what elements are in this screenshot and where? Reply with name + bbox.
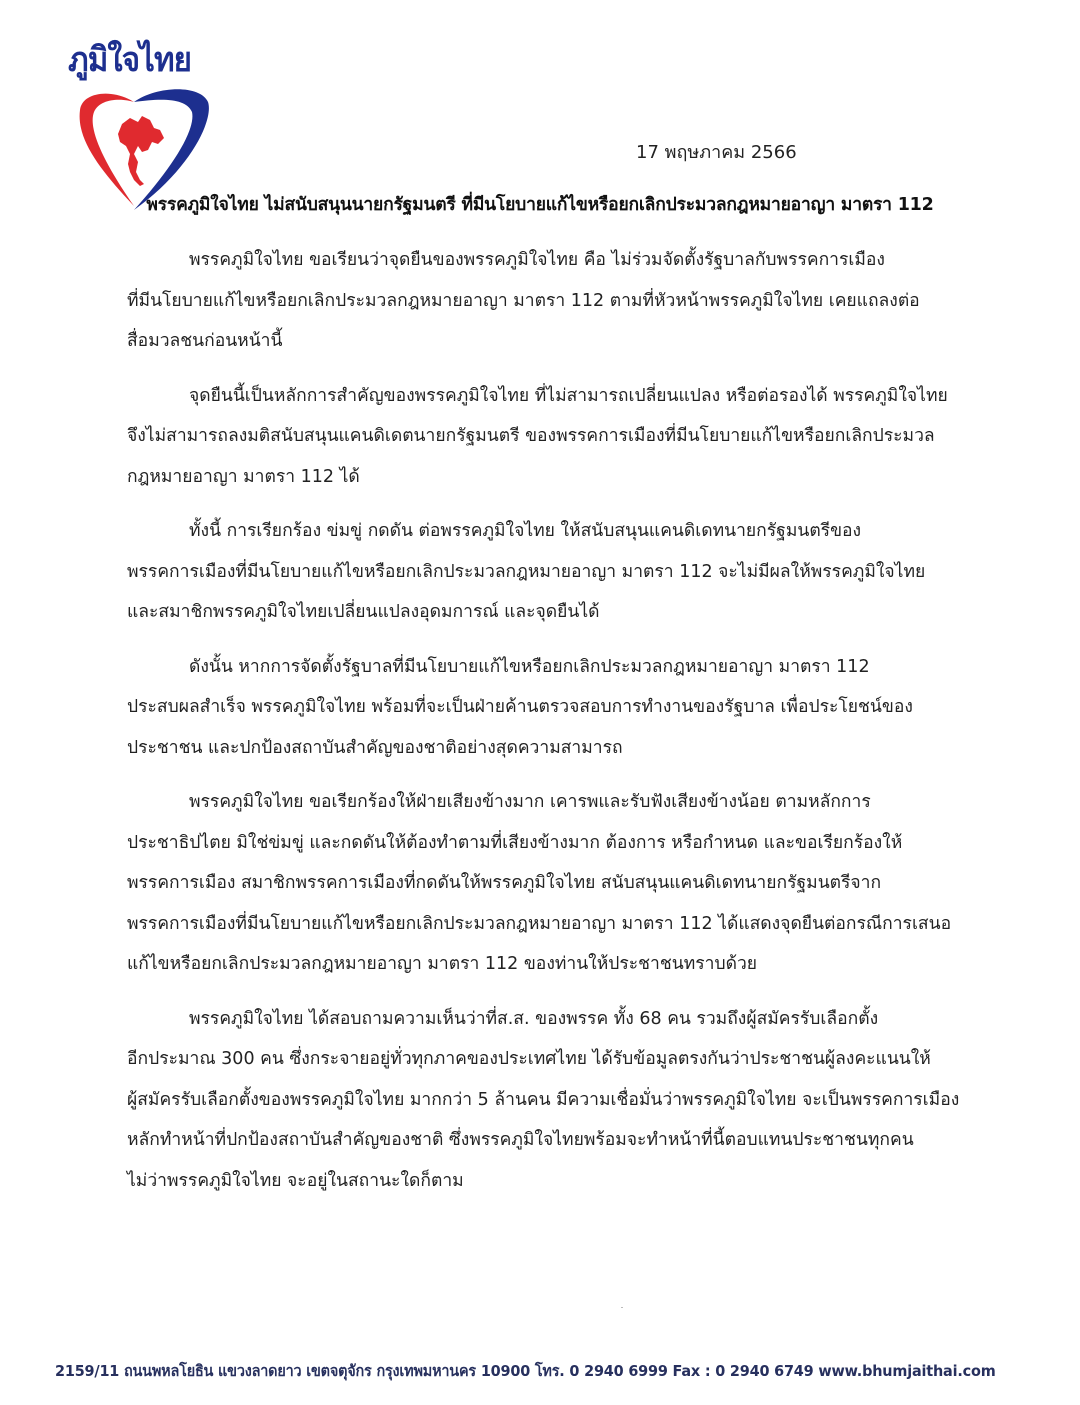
text-line: จุดยืนนี้เป็นหลักการสำคัญของพรรคภูมิใจไทย ที่ไม่สามารถเปลี่ยนแปลง หรือต่อรองได้ พรรคภูมิใจไทย xyxy=(189,385,948,406)
text-line: ผู้สมัครรับเลือกตั้งของพรรคภูมิใจไทย มากกว่า 5 ล้านคน มีความเชื่อมั่นว่าพรรคภูมิใจไทย จะเป็นพรรคการเมือง xyxy=(127,1089,960,1110)
logo-party-name: ภูมิใจไทย xyxy=(68,40,192,80)
paragraph xyxy=(127,376,952,498)
paragraph xyxy=(127,782,952,985)
paragraph xyxy=(127,240,952,362)
text-line: พรรคการเมือง สมาชิกพรรคการเมืองที่กดดันให้พรรคภูมิใจไทย สนับสนุนแคนดิเดทนายกรัฐมนตรีจาก xyxy=(127,873,882,893)
text-line: กฎหมายอาญา มาตรา 112 ได้ xyxy=(127,466,360,487)
document-body xyxy=(127,240,960,1215)
text-line: และสมาชิกพรรคภูมิใจไทยเปลี่ยนแปลงอุดมการณ์ และจุดยืนได้ xyxy=(127,602,600,622)
text-line: พรรคภูมิใจไทย ขอเรียกร้องให้ฝ่ายเสียงข้างมาก เคารพและรับฟังเสียงข้างน้อย ตามหลักการ xyxy=(189,792,871,812)
text-line: จึงไม่สามารถลงมติสนับสนุนแคนดิเดตนายกรัฐมนตรี ของพรรคการเมืองที่มีนโยบายแก้ไขหรือยกเลิกประมวล xyxy=(127,426,935,446)
paragraph xyxy=(127,511,952,633)
text-line: พรรคภูมิใจไทย ได้สอบถามความเห็นว่าที่ส.ส. ของพรรค ทั้ง 68 คน รวมถึงผู้สมัครรับเลือกตั้ง xyxy=(189,1008,879,1029)
document-title: พรรคภูมิใจไทย ไม่สนับสนุนนายกรัฐมนตรี ที่มีนโยบายแก้ไขหรือยกเลิกประมวลกฎหมายอาญา มาตรา 112 xyxy=(146,195,934,215)
text-line: แก้ไขหรือยกเลิกประมวลกฎหมายอาญา มาตรา 112 ของท่านให้ประชาชนทราบด้วย xyxy=(127,954,758,974)
text-line: พรรคการเมืองที่มีนโยบายแก้ไขหรือยกเลิกประมวลกฎหมายอาญา มาตรา 112 จะไม่มีผลให้พรรคภูมิใจไทย xyxy=(127,561,926,582)
text-line: สื่อมวลชนก่อนหน้านี้ xyxy=(127,331,283,351)
text-line: ดังนั้น หากการจัดตั้งรัฐบาลที่มีนโยบายแก้ไขหรือยกเลิกประมวลกฎหมายอาญา มาตรา 112 xyxy=(189,656,870,677)
text-line: หลักทำหน้าที่ปกป้องสถาบันสำคัญของชาติ ซึ่งพรรคภูมิใจไทยพร้อมจะทำหน้าที่นี้ตอบแทนประชาชนทุกคน xyxy=(127,1130,914,1150)
paragraph xyxy=(127,999,960,1202)
text-line: อีกประมาณ 300 คน ซึ่งกระจายอยู่ทั่วทุกภาคของประเทศไทย ได้รับข้อมูลตรงกันว่าประชาชนผู้ลงคะแนนให้ xyxy=(127,1049,931,1069)
scan-artifact-dot xyxy=(621,1307,623,1308)
text-line: พรรคการเมืองที่มีนโยบายแก้ไขหรือยกเลิกประมวลกฎหมายอาญา มาตรา 112 ได้แสดงจุดยืนต่อกรณีการเสนอ xyxy=(127,913,952,934)
text-line: ทั้งนี้ การเรียกร้อง ข่มขู่ กดดัน ต่อพรรคภูมิใจไทย ให้สนับสนุนแคนดิเดทนายกรัฐมนตรีของ xyxy=(189,521,862,541)
text-line: ประสบผลสำเร็จ พรรคภูมิใจไทย พร้อมที่จะเป็นฝ่ายค้านตรวจสอบการทำงานของรัฐบาล เพื่อประโยชน์ของ xyxy=(127,697,913,717)
footer-address: 2159/11 ถนนพหลโยธิน แขวงลาดยาว เขตจตุจักร กรุงเทพมหานคร 10900 โทร. 0 2940 6999 Fax : 0 2940 6749 www.bhumjaithai.com xyxy=(55,1362,996,1380)
text-line: ที่มีนโยบายแก้ไขหรือยกเลิกประมวลกฎหมายอาญา มาตรา 112 ตามที่หัวหน้าพรรคภูมิใจไทย เคยแถลงต่อ xyxy=(127,290,920,311)
text-line: ประชาชน และปกป้องสถาบันสำคัญของชาติอย่างสุดความสามารถ xyxy=(127,737,623,758)
text-line: พรรคภูมิใจไทย ขอเรียนว่าจุดยืนของพรรคภูมิใจไทย คือ ไม่ร่วมจัดตั้งรัฐบาลกับพรรคการเมือง xyxy=(189,250,885,270)
text-line: ประชาธิปไตย มิใช่ข่มขู่ และกดดันให้ต้องทำตามที่เสียงข้างมาก ต้องการ หรือกำหนด และขอเรียกร้องให้ xyxy=(127,832,903,853)
document-date: 17 พฤษภาคม 2566 xyxy=(636,142,797,163)
paragraph xyxy=(127,647,952,769)
text-line: ไม่ว่าพรรคภูมิใจไทย จะอยู่ในสถานะใดก็ตาม xyxy=(127,1170,464,1191)
